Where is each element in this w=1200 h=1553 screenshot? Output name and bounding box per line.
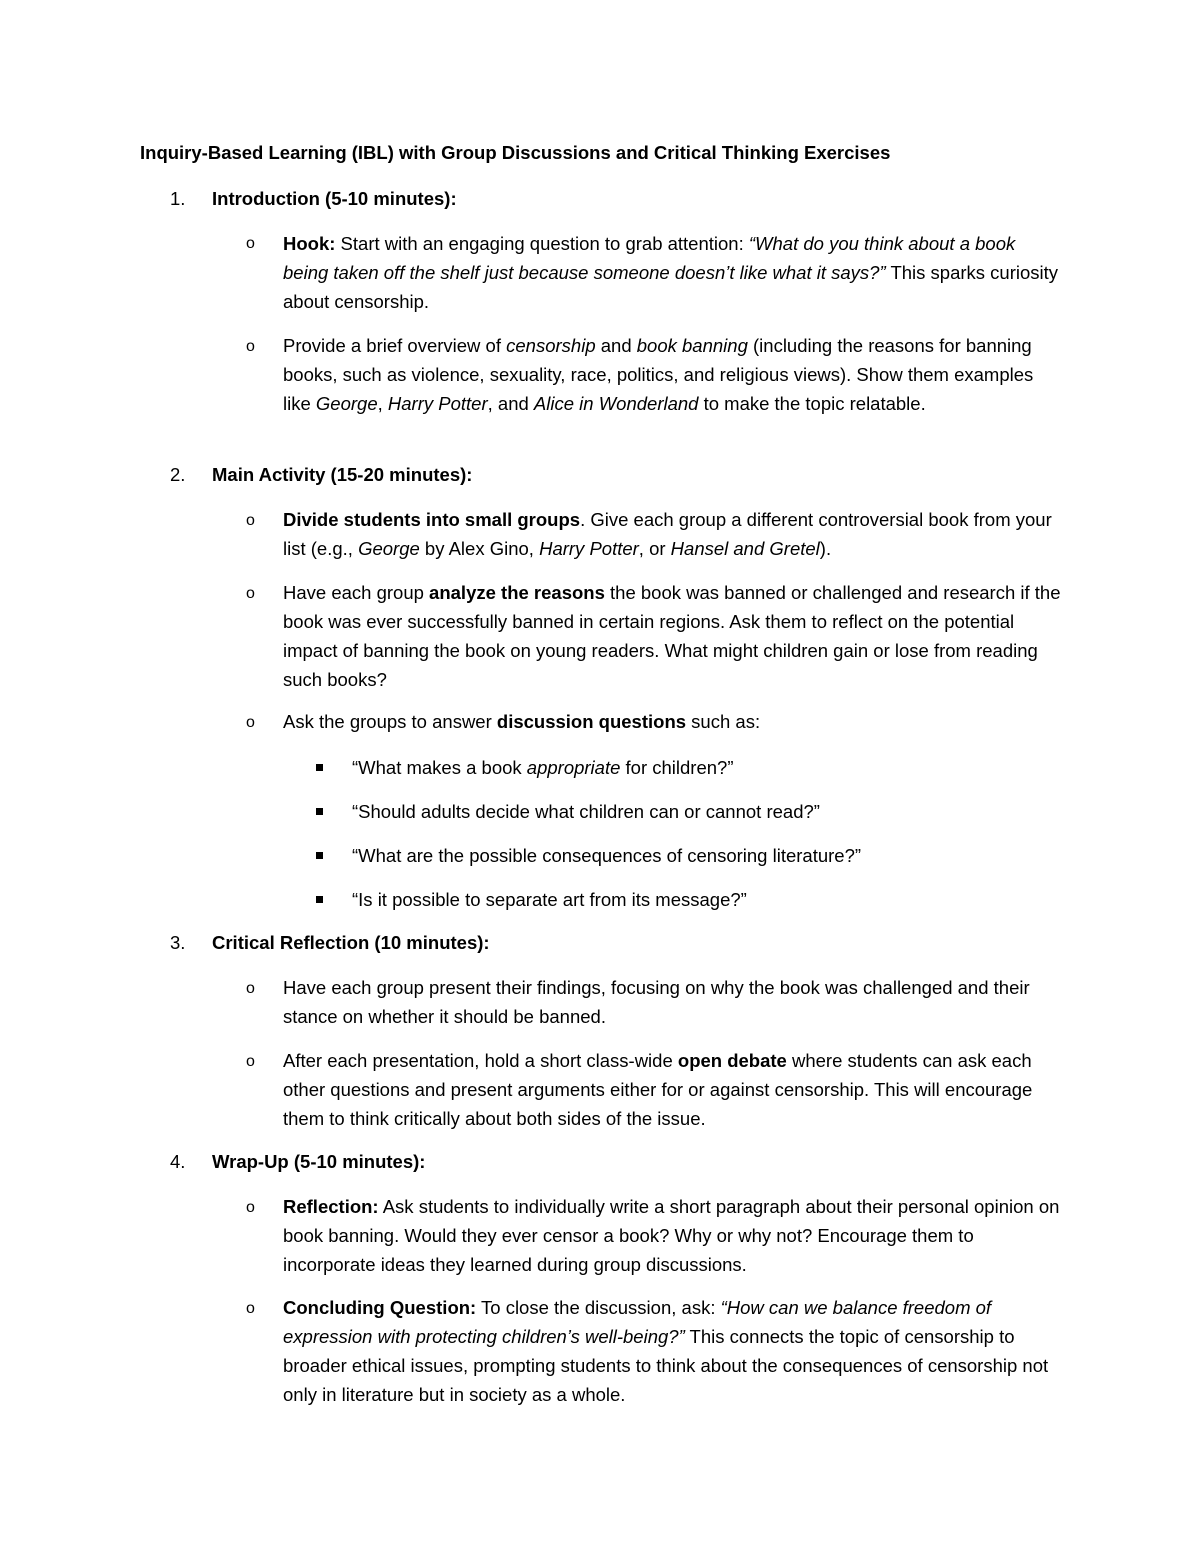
hollow-bullet: o bbox=[246, 980, 255, 997]
hollow-bullet: o bbox=[246, 1199, 255, 1216]
text-run: Provide a brief overview of bbox=[283, 335, 507, 356]
italic-text: Hansel and Gretel bbox=[670, 538, 820, 559]
list-item bbox=[283, 1046, 1063, 1133]
text-run: where students can ask each other questions and present arguments either for or against censorship. This will encourage them to think critically about both sides of the issue. bbox=[283, 1050, 1033, 1129]
text-run: After each presentation, hold a short class-wide bbox=[283, 1050, 678, 1071]
section-title: Critical Reflection (10 minutes): bbox=[212, 932, 490, 953]
italic-text: appropriate bbox=[526, 757, 621, 778]
text-run: “What are the possible consequences of censoring literature?” bbox=[352, 845, 862, 866]
section-title: Wrap-Up (5-10 minutes): bbox=[212, 1151, 426, 1172]
text-run: Start with an engaging question to grab attention: bbox=[335, 233, 749, 254]
hollow-bullet: o bbox=[246, 512, 255, 529]
list-item bbox=[283, 578, 1063, 694]
section-number: 1. bbox=[170, 188, 186, 209]
bold-text: analyze the reasons bbox=[429, 582, 605, 603]
list-item bbox=[283, 331, 1063, 418]
text-run: ). bbox=[819, 538, 832, 559]
italic-text: “What do you think about a book being taken off the shelf just because someone doesn’t like what it says?” bbox=[283, 233, 1016, 283]
text-run: “Should adults decide what children can or cannot read?” bbox=[352, 801, 820, 822]
section-title: Main Activity (15-20 minutes): bbox=[212, 464, 473, 485]
text-run: , and bbox=[487, 393, 534, 414]
italic-text: George bbox=[358, 538, 420, 559]
section-number: 4. bbox=[170, 1151, 186, 1172]
list-item bbox=[283, 973, 1063, 1031]
text-run: Have each group present their findings, focusing on why the book was challenged and their stance on whether it should be banned. bbox=[283, 977, 1030, 1027]
text-run: To close the discussion, ask: bbox=[476, 1297, 721, 1318]
hollow-bullet: o bbox=[246, 235, 255, 252]
list-item bbox=[283, 1192, 1063, 1279]
text-run: for children?” bbox=[620, 757, 734, 778]
text-run: , or bbox=[638, 538, 671, 559]
text-run: Have each group bbox=[283, 582, 430, 603]
italic-text: censorship bbox=[506, 335, 596, 356]
section-number: 3. bbox=[170, 932, 186, 953]
square-bullet-icon bbox=[316, 764, 323, 771]
text-run: by Alex Gino, bbox=[419, 538, 540, 559]
discussion-question bbox=[352, 885, 747, 914]
text-run: to make the topic relatable. bbox=[698, 393, 926, 414]
text-run: “What makes a book bbox=[352, 757, 527, 778]
italic-text: Harry Potter bbox=[539, 538, 639, 559]
section-1-heading bbox=[170, 188, 457, 210]
text-run: Ask the groups to answer bbox=[283, 711, 497, 732]
bold-text: discussion questions bbox=[496, 711, 687, 732]
list-item bbox=[283, 1293, 1063, 1409]
italic-text: George bbox=[315, 393, 378, 414]
discussion-question bbox=[352, 797, 820, 826]
square-bullet-icon bbox=[316, 852, 323, 859]
discussion-question bbox=[352, 841, 861, 870]
document-title: Inquiry-Based Learning (IBL) with Group Discussions and Critical Thinking Exercises bbox=[140, 142, 891, 163]
bold-text: Reflection: bbox=[283, 1196, 379, 1217]
section-title: Introduction (5-10 minutes): bbox=[212, 188, 457, 209]
text-run: “Is it possible to separate art from its message?” bbox=[352, 889, 747, 910]
section-2-heading bbox=[170, 464, 472, 486]
italic-text: Alice in Wonderland bbox=[533, 393, 699, 414]
hollow-bullet: o bbox=[246, 714, 255, 731]
list-item bbox=[283, 707, 1063, 736]
text-run: This sparks curiosity about censorship. bbox=[283, 262, 1059, 312]
italic-text: Harry Potter bbox=[387, 393, 488, 414]
text-run: This connects the topic of censorship to broader ethical issues, prompting students to think about the consequences of censorship not only in literature but in society as a whole. bbox=[283, 1326, 1049, 1405]
text-run: and bbox=[595, 335, 637, 356]
square-bullet-icon bbox=[316, 896, 323, 903]
text-run: such as: bbox=[686, 711, 761, 732]
hollow-bullet: o bbox=[246, 1053, 255, 1070]
text-run: the book was banned or challenged and research if the book was ever successfully banned in certain regions. Ask them to reflect on the potential impact of banning the book on young readers. What might children gain or lose from reading such books? bbox=[283, 582, 1061, 690]
bold-text: open debate bbox=[677, 1050, 787, 1071]
list-item bbox=[283, 505, 1063, 563]
hollow-bullet: o bbox=[246, 338, 255, 355]
text-run: (including the reasons for banning books, such as violence, sexuality, race, politics, and religious views). Show them examples like bbox=[283, 335, 1034, 414]
text-run: , bbox=[377, 393, 388, 414]
bold-text: Divide students into small groups bbox=[283, 509, 581, 530]
section-number: 2. bbox=[170, 464, 186, 485]
bold-text: Hook: bbox=[283, 233, 336, 254]
hollow-bullet: o bbox=[246, 585, 255, 602]
section-3-heading bbox=[170, 932, 490, 954]
bold-text: Concluding Question: bbox=[283, 1297, 477, 1318]
italic-text: book banning bbox=[636, 335, 748, 356]
text-run: Ask students to individually write a short paragraph about their personal opinion on book banning. Would they ever censor a book? Why or why not? Encourage them to incorporate ideas they learned during group discussions. bbox=[283, 1196, 1060, 1275]
italic-text: “How can we balance freedom of expression with protecting children’s well-being?” bbox=[283, 1297, 992, 1347]
text-run: . Give each group a different controversial book from your list (e.g., bbox=[283, 509, 1052, 559]
square-bullet-icon bbox=[316, 808, 323, 815]
hollow-bullet: o bbox=[246, 1300, 255, 1317]
discussion-question bbox=[352, 753, 734, 782]
list-item bbox=[283, 229, 1063, 316]
section-4-heading bbox=[170, 1151, 425, 1173]
